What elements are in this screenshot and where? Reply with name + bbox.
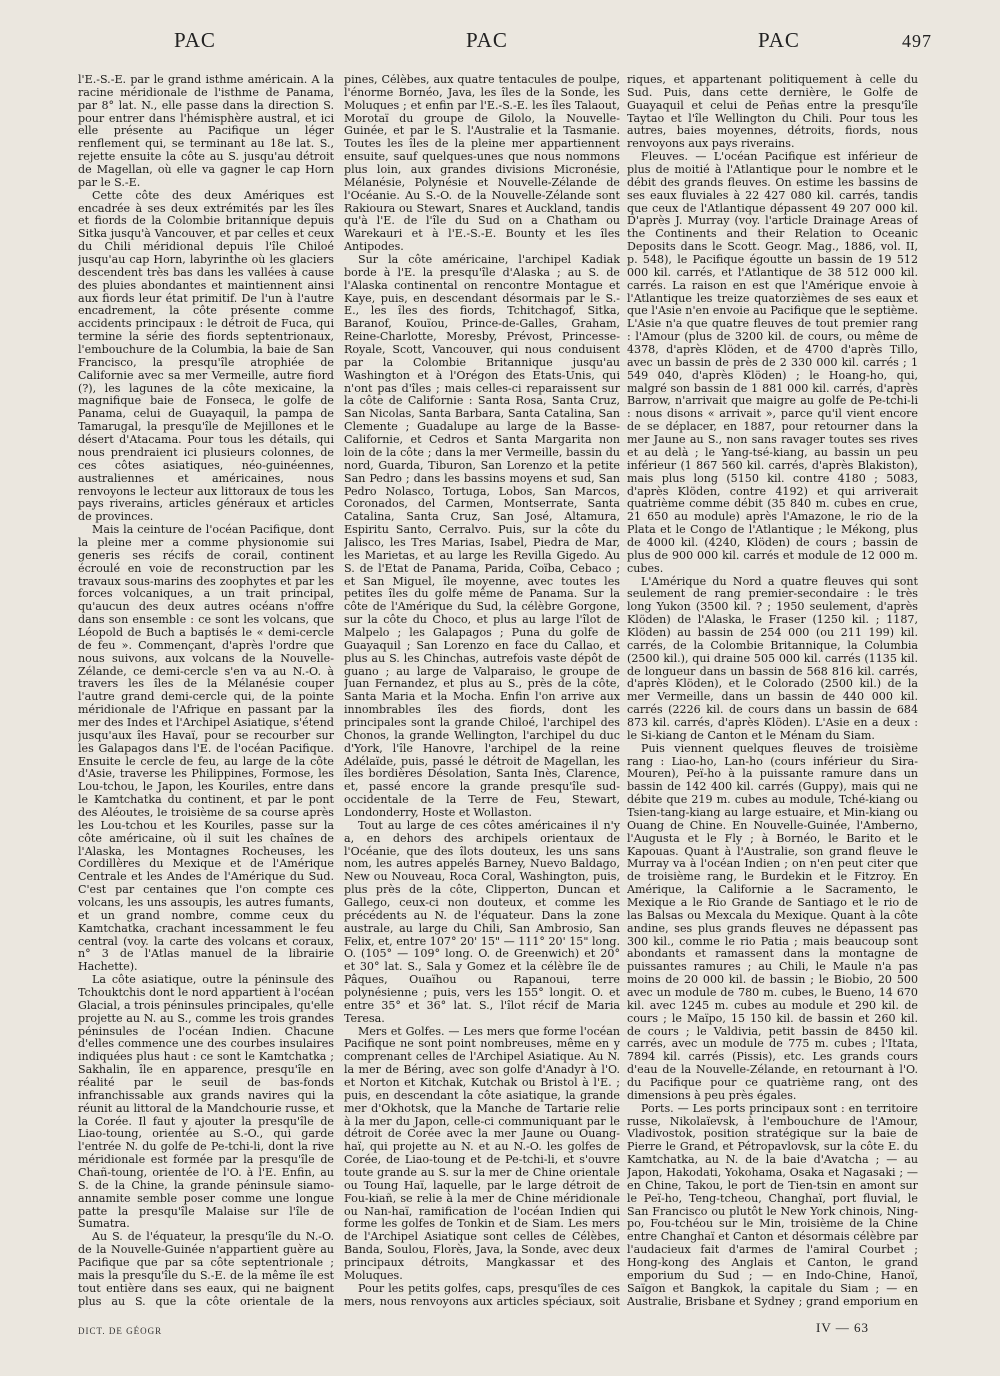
paragraph: riques, et appartenant politiquement à celle du Sud. Puis, dans cette dernière, le Golfe de Guayaquil et celui de Peñas entre la presqu'île Taytao et l'île Wellington du Chili. Pour tous les autres, baies moyennes, détroits, fiords, nous renvoyons aux pays riverains. bbox=[627, 74, 918, 151]
running-header-left: PAC bbox=[174, 28, 216, 52]
paragraph: Fleuves. — L'océan Pacifique est inférieur de plus de moitié à l'Atlantique pour le nombre et le débit des grands fleuves. On estime les bassins de ses eaux fluviales à 22 427 080 kil. carrés, tandis que ceux de l'Atlantique dépassent 49 207 000 kil. D'après J. Murray (voy. l'article Drainage Areas of the Continents and their Relation to Oceanic Deposits dans le Scott. Geogr. Mag., 1886, vol. II, p. 548), le Pacifique égoutte un bassin de 19 512 000 kil. carrés, et l'Atlantique de 38 512 000 kil. carrés. La raison en est que l'Amérique envoie à l'Atlantique les treize quatorzièmes de ses eaux et que l'Asie n'en envoie au Pacifique que le septième. L'Asie n'a que quatre fleuves de tout premier rang : l'Amour (plus de 3200 kil. de cours, ou même de 4378, d'après Klöden, et de 4700 d'après Tillo, avec un bassin de près de 2 330 000 kil. carrés ; 1 549 040, d'après Klöden) ; le Hoang-ho, qui, malgré son bassin de 1 881 000 kil. carrés, d'après Barrow, n'arrivait que maigre au golfe de Pe-tchi-li : nous disons « arrivait », parce qu'il vient encore de se déplacer, en 1887, pour retourner dans la mer Jaune au S., non sans ravager toutes ses rives et au delà ; le Yang-tsé-kiang, au bassin un peu inférieur (1 867 560 kil. carrés, d'après Blakiston), mais plus long (5150 kil. contre 4180 ; 5083, d'après Klöden, contre 4192) et qui arriverait quatrième comme débit (35 840 m. cubes en crue, 21 650 au module) après l'Amazone, le rio de la Plata et le Congo de l'Atlantique ; le Mékong, plus de 4000 kil. (4240, Klöden) de cours ; bassin de plus de 900 000 kil. carrés et module de 12 000 m. cubes. bbox=[627, 150, 918, 575]
paragraph: Tout au large de ces côtes américaines il n'y a, en dehors des archipels orientaux de l'Océanie, que des îlots douteux, les uns sans nom, les autres appelés Barney, Nuevo Baldago, New ou Nouveau, Roca Coral, Washington, puis, plus près de la côte, Clipperton, Duncan et Gallego, ceux-ci non douteux, et comme les précédents au N. de l'équateur. Dans la zone australe, au large du Chili, San Ambrosio, San Felix, et, entre 107° 20' 15" — 111° 20' 15" long. O. (105° — 109° long. O. de Greenwich) et 20° et 30° lat. S., Sala y Gomez et la célèbre île de Pâques, Ouaïhou ou Rapanoui, terre polynésienne ; puis, vers les 155° longit. O. et entre 35° et 36° lat. S., l'îlot récif de Maria Teresa. bbox=[344, 818, 620, 1025]
footer-volume-sheet: IV — 63 bbox=[816, 1320, 869, 1335]
text-column-3 bbox=[627, 74, 918, 1309]
running-header-right: PAC bbox=[758, 28, 800, 52]
paragraph: Mers et Golfes. — Les mers que forme l'océan Pacifique ne sont point nombreuses, même en y comprenant celles de l'Archipel Asiatique. Au N. la mer de Béring, avec son golfe d'Anadyr à l'O. et Norton et Kitchak, Kutchak ou Bristol à l'E. ; puis, en descendant la côte asiatique, la grande mer d'Okhotsk, que la Manche de Tartarie relie à la mer du Japon, celle-ci communiquant par le détroit de Corée avec la mer Jaune ou Ouang-haï, qui projette au N. et au N.-O. les golfes de Corée, de Liao-toung et de Pe-tchi-li, et s'ouvre toute grande au S. sur la mer de Chine orientale ou Toung Haï, laquelle, par le large détroit de Fou-kiañ, se relie à la mer de Chine méridionale ou Nan-haï, ramification de l'océan Indien qui forme les golfes de Tonkin et de Siam. Les mers de l'Archipel Asiatique sont celles de Célèbes, Banda, Soulou, Florès, Java, la Sonde, avec deux principaux détroits, Mangkassar et des Moluques. bbox=[344, 1024, 620, 1282]
paragraph: La côte asiatique, outre la péninsule des Tchouktchis dont le nord appartient à l'océan Glacial, a trois péninsules principales, qu'elle projette au N. au S., comme les trois grandes péninsules de l'océan Indien. Chacune d'elles commence une des courbes insulaires indiquées plus haut : ce sont le Kamtchatka ; Sakhalin, île en apparence, presqu'île en réalité par le seuil de bas-fonds infranchissable aux grands navires qui la réunit au littoral de la Mandchourie russe, et la Corée. Il faut y ajouter la presqu'île de Liao-toung, orientée au S.-O., qui garde l'entrée N. du golfe de Pe-tchi-li, dont la rive méridionale est formée par la presqu'île de Chañ-toung, orientée de l'O. à l'E. Enfin, au S. de la Chine, la grande péninsule siamo-annamite semble poser comme une longue patte la presqu'île Malaise sur l'île de Sumatra. bbox=[78, 973, 334, 1231]
paragraph: Au S. de l'équateur, la presqu'île du N.-O. de la Nouvelle-Guinée n'appartient guère au Pacifique que par sa côte septentrionale ; mais la presqu'île du S.-E. de la même île est tout entière dans ses eaux, qui ne baignent plus au S. que la côte orientale de la bbox=[78, 1230, 334, 1308]
paragraph: Sur la côte américaine, l'archipel Kadiak borde à l'E. la presqu'île d'Alaska ; au S. de l'Alaska continental on rencontre Montague et Kaye, puis, en descendant désormais par le S.-E., les îles des fiords, Tchitchagof, Sitka, Baranof, Kouïou, Prince-de-Galles, Graham, Reine-Charlotte, Moresby, Prévost, Princesse-Royale, Scott, Vancouver, qui nous conduisent par la Colombie Britannique jusqu'au Washington et à l'Orégon des Etats-Unis, qui n'ont pas d'îles ; mais celles-ci reparaissent sur la côte de Californie : Santa Rosa, Santa Cruz, San Nicolas, Santa Barbara, Santa Catalina, San Clemente ; Guadalupe au large de la Basse-Californie, et Cedros et Santa Margarita non loin de la côte ; dans la mer Vermeille, bassin du nord, Guarda, Tiburon, San Lorenzo et la petite San Pedro ; dans les bassins moyens et sud, San Pedro Nolasco, Tortuga, Lobos, San Marcos, Coronados, del Carmen, Montserrate, Santa Catalina, Santa Cruz, San José, Altamura, Espiritu Santo, Cerralvo. Puis, sur la côte du Jalisco, les Tres Marias, Isabel, Piedra de Mar, les Marietas, et au large les Revilla Gigedo. Au S. de l'Etat de Panama, Parida, Coïba, Cebaco ; et San Miguel, île moyenne, avec toutes les petites îles du golfe même de Panama. Sur la côte de l'Amérique du Sud, la célèbre Gorgone, sur la côte du Choco, et plus au large l'îlot de Malpelo ; les Galapagos ; Puna du golfe de Guayaquil ; San Lorenzo en face du Callao, et plus au S. les Chinchas, autrefois vaste dépôt de guano ; au large de Valparaiso, le groupe de Juan Fernandez, et plus au S., près de la côte, Santa Maria et la Mocha. Enfin l'on arrive aux innombrables îles des fiords, dont les principales sont la grande Chiloé, l'archipel des Chonos, la grande Wellington, l'archipel du duc d'York, l'île Hanovre, l'archipel de la reine Adélaïde, puis, passé le détroit de Magellan, les îles bordières Désolation, Santa Inès, Clarence, et, passé encore la grande presqu'île sud-occidentale de la Terre de Feu, Stewart, Londonderry, Hoste et Wollaston. bbox=[344, 253, 620, 819]
text-column-2 bbox=[344, 74, 620, 1309]
page-number: 497 bbox=[902, 31, 932, 51]
paragraph: l'E.-S.-E. par le grand isthme américain. A la racine méridionale de l'isthme de Panama, par 8° lat. N., elle passe dans la direction S. pour entrer dans l'hémisphère austral, et ici elle présente au Pacifique un léger renflement qui, se terminant au 18e lat. S., rejette ensuite la côte au S. jusqu'au détroit de Magellan, où elle va gagner le cap Horn par le S.-E. bbox=[78, 74, 334, 189]
paragraph: Pour les petits golfes, caps, presqu'îles de ces mers, nous renvoyons aux articles spéciaux, soit bbox=[344, 1281, 620, 1308]
paragraph: Puis viennent quelques fleuves de troisième rang : Liao-ho, Lan-ho (cours inférieur du Sira-Mouren), Peï-ho à la puissante ramure dans un bassin de 142 400 kil. carrés (Guppy), mais qui ne débite que 219 m. cubes au module, Tché-kiang ou Tsien-tang-kiang au large estuaire, et Min-kiang ou Ouang de Chine. En Nouvelle-Guinée, l'Amberno, l'Augusta et le Fly ; à Bornéo, le Barito et le Kapouas. Quant à l'Australie, son grand fleuve le Murray va à l'océan Indien ; on n'en peut citer que de troisième rang, le Burdekin et le Fitzroy. En Amérique, la Californie a le Sacramento, le Mexique a le Rio Grande de Santiago et le rio de las Balsas ou Mexcala du Mexique. Quant à la côte andine, ses plus grands fleuves ne dépassent pas 300 kil., comme le rio Patia ; mais beaucoup sont abondants et ramassent dans la montagne de puissantes ramures ; au Chili, le Maule n'a pas moins de 20 000 kil. de bassin ; le Biobio, 20 500 avec un module de 780 m. cubes, le Bueno, 14 670 kil. avec 1245 m. cubes au module et 290 kil. de cours ; le Maïpo, 15 150 kil. de bassin et 260 kil. de cours ; le Valdivia, petit bassin de 8450 kil. carrés, avec un module de 775 m. cubes ; l'Itata, 7894 kil. carrés (Pissis), etc. Les grands cours d'eau de la Nouvelle-Zélande, en retournant à l'O. du Pacifique pour ce quatrième rang, ont des dimensions à peu près égales. bbox=[627, 741, 918, 1102]
paragraph: Ports. — Les ports principaux sont : en territoire russe, Nikolaïevsk, à l'embouchure de l'Amour, Vladivostok, position stratégique sur la baie de Pierre le Grand, et Pétropavlovsk, sur la côte E. du Kamtchatka, au N. de la baie d'Avatcha ; — au Japon, Hakodati, Yokohama, Osaka et Nagasaki ; — en Chine, Takou, le port de Tien-tsin en amont sur le Peï-ho, Teng-tcheou, Changhaï, port fluvial, le San Francisco ou plutôt le New York chinois, Ning-po, Fou-tchéou sur le Min, troisième de la Chine entre Changhaï et Canton et désormais célèbre par l'audacieux fait d'armes de l'amiral Courbet ; Hong-kong des Anglais et Canton, le grand emporium du Sud ; — en Indo-Chine, Hanoï, Saïgon et Bangkok, la capitale du Siam ; — en Australie, Brisbane et Sydney ; grand emporium en bbox=[627, 1101, 918, 1308]
paragraph: L'Amérique du Nord a quatre fleuves qui sont seulement de rang premier-secondaire : le très long Yukon (3500 kil. ? ; 1950 seulement, d'après Klöden) de l'Alaska, le Fraser (1250 kil. ; 1187, Klöden) au bassin de 254 000 (ou 211 199) kil. carrés, de la Colombie Britannique, la Columbia (2500 kil.), qui draine 505 000 kil. carrés (1135 kil. de longueur dans un bassin de 568 816 kil. carrés, d'après Klöden), et le Colorado (2500 kil.) de la mer Vermeille, dans un bassin de 440 000 kil. carrés (2226 kil. de cours dans un bassin de 684 873 kil. carrés, d'après Klöden). L'Asie en a deux : le Si-kiang de Canton et le Ménam du Siam. bbox=[627, 574, 918, 742]
paragraph: pines, Célèbes, aux quatre tentacules de poulpe, l'énorme Bornéo, Java, les îles de la Sonde, les Moluques ; et enfin par l'E.-S.-E. les îles Talaout, Morotaï du groupe de Gilolo, la Nouvelle-Guinée, et par le S. l'Australie et la Tasmanie. Toutes les îles de la pleine mer appartiennent ensuite, sauf quelques-unes que nous nommons plus loin, aux grandes divisions Micronésie, Mélanésie, Polynésie et Nouvelle-Zélande de l'Océanie. Au S.-O. de la Nouvelle-Zélande sont Rakioura ou Stewart, Snares et Auckland, tandis qu'à l'E. de l'île du Sud on a Chatham ou Warekauri et à l'E.-S.-E. Bounty et les îles Antipodes. bbox=[344, 74, 620, 254]
paragraph: Cette côte des deux Amériques est encadrée à ses deux extrémités par les îles et fiords de la Colombie britannique depuis Sitka jusqu'à Vancouver, et par celles et ceux du Chili méridional depuis l'île Chiloé jusqu'au cap Horn, labyrinthe où les glaciers descendent très bas dans les vallées à cause des pluies abondantes et maintiennent ainsi aux fiords leur état primitif. De l'un à l'autre encadrement, la côte présente comme accidents principaux : le détroit de Fuca, qui termine la série des fiords septentrionaux, l'embouchure de la Columbia, la baie de San Francisco, la presqu'île atrophiée de Californie avec sa mer Vermeille, autre fiord (?), les lagunes de la côte mexicaine, la magnifique baie de Fonseca, le golfe de Panama, celui de Guayaquil, la pampa de Tamarugal, la presqu'île de Mejillones et le désert d'Atacama. Pour tous les détails, qui nous prendraient ici plusieurs colonnes, de ces côtes asiatiques, néo-guinéennes, australiennes et américaines, nous renvoyons le lecteur aux littoraux de tous les pays riverains, articles généraux et articles de provinces. bbox=[78, 188, 334, 524]
text-column-1 bbox=[78, 74, 334, 1309]
paragraph: Mais la ceinture de l'océan Pacifique, dont la pleine mer a comme physionomie sui generis ses récifs de corail, continent écroulé en voie de reconstruction par les travaux sous-marins des zoophytes et par les forces volcaniques, a un trait principal, qu'aucun des deux autres océans n'offre dans son ensemble : ce sont les volcans, que Léopold de Buch a baptisés le « demi-cercle de feu ». Commençant, d'après l'ordre que nous suivons, aux volcans de la Nouvelle-Zélande, ce demi-cercle s'en va au N.-O. à travers les îles de la Mélanésie couper l'autre grand demi-cercle qui, de la pointe méridionale de l'Afrique en passant par la mer des Indes et l'Archipel Asiatique, s'étend jusqu'aux îles Havaï, pour se recourber sur les Galapagos dans l'E. de l'océan Pacifique. Ensuite le cercle de feu, au large de la côte d'Asie, traverse les Philippines, Formose, les Lou-tchou, le Japon, les Kouriles, entre dans le Kamtchatka du continent, et par le pont des Aléoutes, le troisième de sa course après les Lou-tchou et les Kouriles, passe sur la côte américaine, où il suit les chaînes de l'Alaska, les Montagnes Rocheuses, les Cordillères du Mexique et de l'Amérique Centrale et les Andes de l'Amérique du Sud. C'est par centaines que l'on compte ces volcans, les uns assoupis, les autres fumants, et un grand nombre, comme ceux du Kamtchatka, crachant incessamment le feu central (voy. la carte des volcans et coraux, n° 3 de l'Atlas manuel de la librairie Hachette). bbox=[78, 523, 334, 974]
footer-signature: DICT. DE GÉOGR bbox=[78, 1326, 163, 1336]
running-header-center: PAC bbox=[466, 28, 508, 52]
